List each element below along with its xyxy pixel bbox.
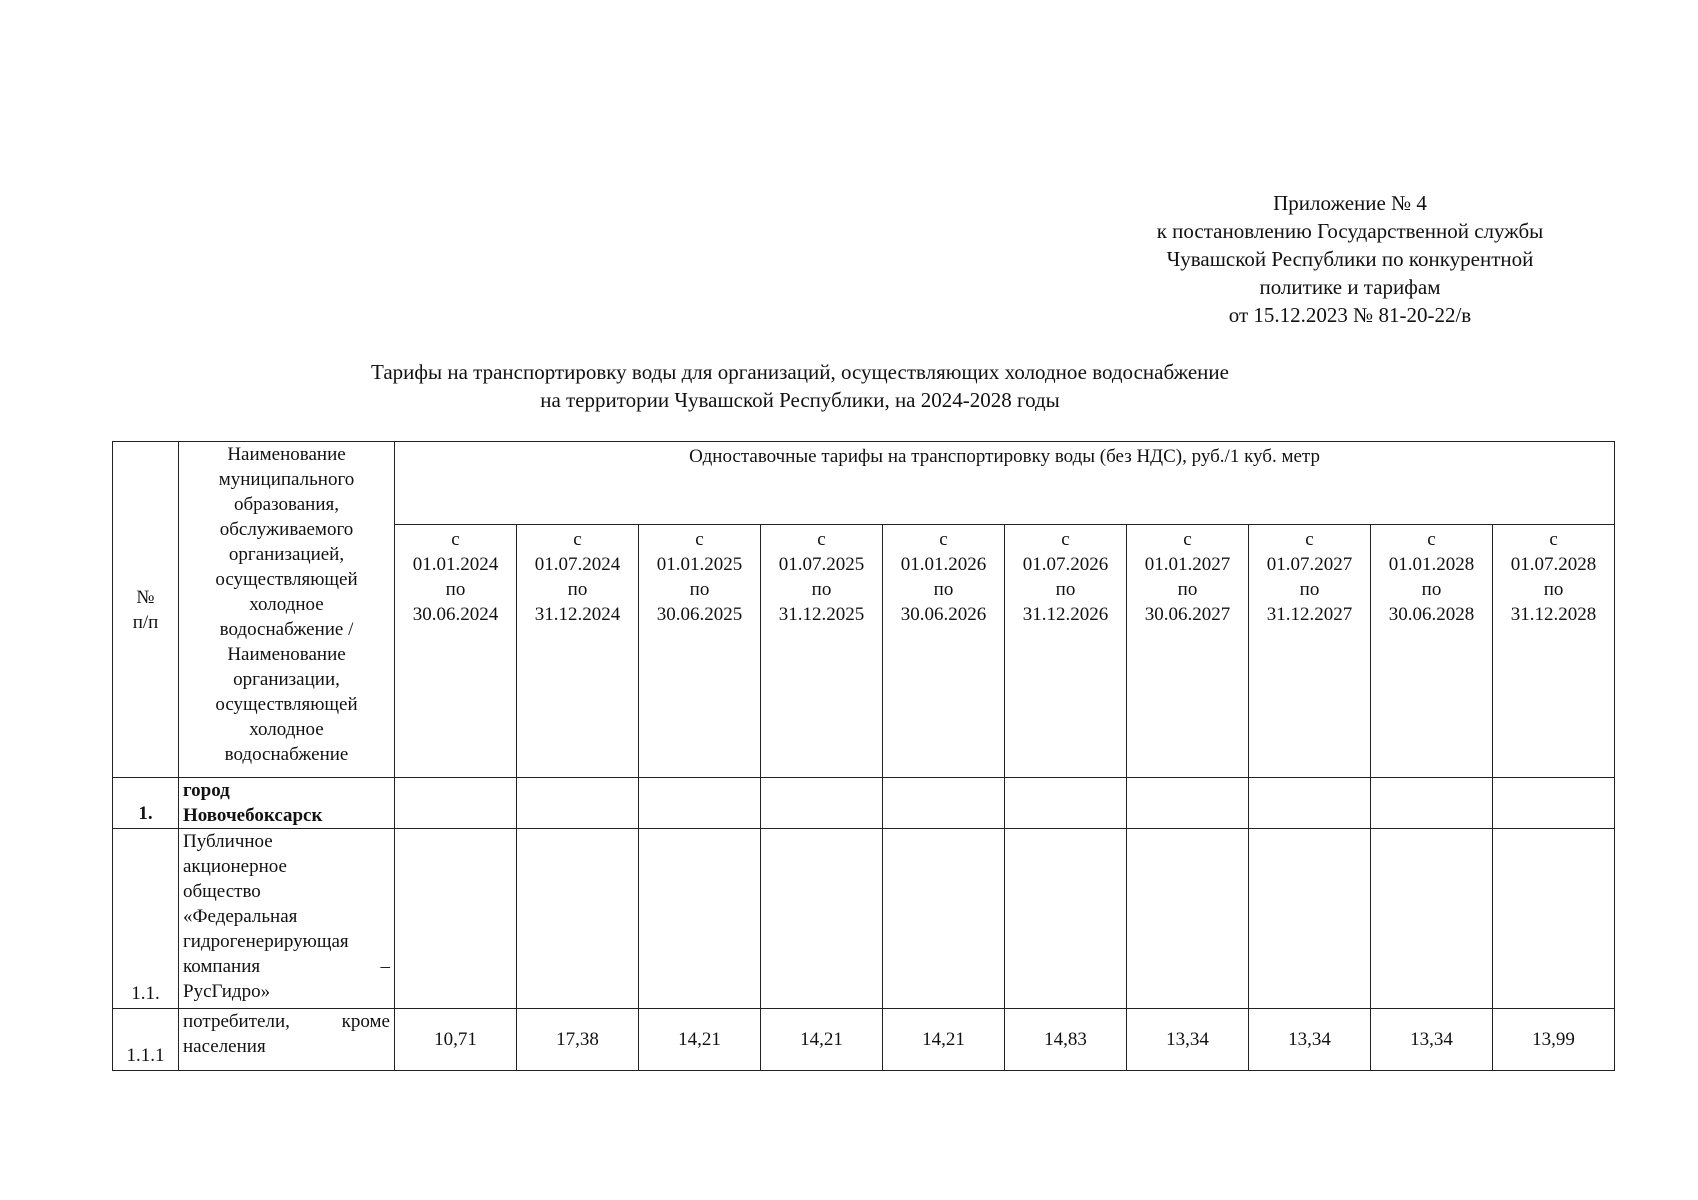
- appendix-line: Приложение № 4: [1273, 191, 1427, 215]
- table-row: [113, 1009, 1615, 1071]
- period-to-word: по: [1543, 579, 1564, 600]
- period-to-date: 30.06.2027: [1144, 604, 1231, 625]
- header-name-line: водоснабжение: [224, 744, 349, 765]
- period-to-word: по: [1421, 579, 1442, 600]
- value-cell: 14,83: [1005, 1009, 1127, 1071]
- row-num: 1.: [113, 778, 179, 829]
- value-cell: [883, 829, 1005, 1009]
- appendix-line: Чувашской Республики по конкурентной: [1166, 247, 1534, 271]
- period-from-word: с: [1427, 529, 1436, 550]
- header-name-cell: [179, 442, 395, 778]
- period-cell: [761, 525, 883, 778]
- period-to-word: по: [811, 579, 832, 600]
- row-name-line: РусГидро»: [183, 981, 271, 1002]
- period-from-date: 01.01.2025: [656, 554, 743, 575]
- value-cell: 13,99: [1493, 1009, 1615, 1071]
- period-to-word: по: [1055, 579, 1076, 600]
- period-from-date: 01.07.2024: [534, 554, 621, 575]
- period-from-word: с: [1061, 529, 1070, 550]
- period-to-word: по: [1177, 579, 1198, 600]
- period-cell: [1005, 525, 1127, 778]
- header-name-line: Наименование: [227, 644, 346, 665]
- value-cell: 13,34: [1249, 1009, 1371, 1071]
- value-cell: [639, 829, 761, 1009]
- period-to-date: 31.12.2025: [778, 604, 865, 625]
- period-to-date: 31.12.2026: [1022, 604, 1109, 625]
- period-cell: [639, 525, 761, 778]
- row-name-line: компания –: [183, 956, 390, 977]
- period-to-date: 31.12.2024: [534, 604, 621, 625]
- header-name-line: холодное: [249, 594, 324, 615]
- appendix-line: от 15.12.2023 № 81-20-22/в: [1228, 303, 1472, 327]
- value-cell: [1371, 829, 1493, 1009]
- table-row: [113, 778, 1615, 829]
- period-to-word: по: [1299, 579, 1320, 600]
- period-to-date: 30.06.2028: [1388, 604, 1475, 625]
- row-name-line: Новочебоксарск: [183, 805, 323, 826]
- period-from-date: 01.07.2025: [778, 554, 865, 575]
- period-to-word: по: [567, 579, 588, 600]
- period-from-date: 01.07.2026: [1022, 554, 1109, 575]
- document-title: [300, 358, 1300, 414]
- value-cell: 10,71: [395, 1009, 517, 1071]
- value-cell: [1005, 778, 1127, 829]
- value-cell: [517, 829, 639, 1009]
- period-to-word: по: [445, 579, 466, 600]
- row-num: 1.1.: [113, 829, 179, 1009]
- tariff-table: [112, 441, 1615, 1071]
- period-from-date: 01.07.2027: [1266, 554, 1353, 575]
- appendix-line: к постановлению Государственной службы: [1156, 219, 1544, 243]
- header-name-line: организацией,: [228, 544, 345, 565]
- period-from-word: с: [1183, 529, 1192, 550]
- period-cell: [1127, 525, 1249, 778]
- value-cell: 14,21: [761, 1009, 883, 1071]
- period-from-date: 01.01.2027: [1144, 554, 1231, 575]
- period-from-word: с: [1549, 529, 1558, 550]
- row-name: [179, 829, 395, 1009]
- period-cell: [395, 525, 517, 778]
- period-cell: [1493, 525, 1615, 778]
- header-num-cell: [113, 442, 179, 778]
- value-cell: [1493, 829, 1615, 1009]
- period-to-date: 30.06.2024: [412, 604, 499, 625]
- value-cell: [517, 778, 639, 829]
- row-name-line: Публичное: [183, 831, 273, 852]
- period-to-date: 30.06.2025: [656, 604, 743, 625]
- period-from-word: с: [1305, 529, 1314, 550]
- value-cell: [761, 829, 883, 1009]
- title-line: на территории Чувашской Республики, на 2024-2028 годы: [540, 388, 1060, 412]
- period-cell: [883, 525, 1005, 778]
- value-cell: 17,38: [517, 1009, 639, 1071]
- period-to-date: 31.12.2028: [1510, 604, 1597, 625]
- period-to-date: 31.12.2027: [1266, 604, 1353, 625]
- row-name-line: акционерное: [183, 856, 287, 877]
- value-cell: 14,21: [639, 1009, 761, 1071]
- row-name-line: «Федеральная: [183, 906, 298, 927]
- period-from-date: 01.01.2026: [900, 554, 987, 575]
- value-cell: [1493, 778, 1615, 829]
- header-name-line: организации,: [233, 669, 340, 690]
- period-cell: [1371, 525, 1493, 778]
- value-cell: [395, 829, 517, 1009]
- value-cell: [883, 778, 1005, 829]
- period-from-date: 01.07.2028: [1510, 554, 1597, 575]
- period-from-word: с: [573, 529, 582, 550]
- period-from-word: с: [451, 529, 460, 550]
- header-group-cell: Одноставочные тарифы на транспортировку воды (без НДС), руб./1 куб. метр: [395, 442, 1615, 525]
- period-from-word: с: [939, 529, 948, 550]
- row-name-line: населения: [183, 1036, 266, 1057]
- header-name-line: Наименование: [227, 444, 346, 465]
- period-cell: [517, 525, 639, 778]
- value-cell: 13,34: [1371, 1009, 1493, 1071]
- title-line: Тарифы на транспортировку воды для организаций, осуществляющих холодное водоснабжение: [371, 360, 1229, 384]
- period-from-date: 01.01.2024: [412, 554, 499, 575]
- value-cell: 14,21: [883, 1009, 1005, 1071]
- row-name-line: потребители, кроме: [183, 1011, 390, 1032]
- period-from-word: с: [817, 529, 826, 550]
- header-name-line: обслуживаемого: [219, 519, 354, 540]
- header-name-line: осуществляющей: [215, 694, 358, 715]
- period-to-word: по: [933, 579, 954, 600]
- row-num: 1.1.1: [113, 1009, 179, 1071]
- period-from-word: с: [695, 529, 704, 550]
- row-name-line: город: [183, 780, 230, 801]
- appendix-block: [1110, 189, 1590, 329]
- period-to-word: по: [689, 579, 710, 600]
- header-name-line: муниципального: [218, 469, 355, 490]
- row-name-line: общество: [183, 881, 261, 902]
- period-cell: [1249, 525, 1371, 778]
- value-cell: [761, 778, 883, 829]
- row-name: [179, 778, 395, 829]
- row-name-line: гидрогенерирующая: [183, 931, 349, 952]
- header-name-line: осуществляющей: [215, 569, 358, 590]
- header-num-line: №: [136, 586, 155, 608]
- appendix-line: политике и тарифам: [1259, 275, 1441, 299]
- header-row: [113, 442, 1615, 525]
- period-to-date: 30.06.2026: [900, 604, 987, 625]
- table-row: [113, 829, 1615, 1009]
- row-name: [179, 1009, 395, 1071]
- value-cell: [1249, 778, 1371, 829]
- value-cell: [395, 778, 517, 829]
- header-name-line: водоснабжение /: [219, 619, 354, 640]
- value-cell: [1127, 778, 1249, 829]
- period-from-date: 01.01.2028: [1388, 554, 1475, 575]
- value-cell: [1127, 829, 1249, 1009]
- value-cell: 13,34: [1127, 1009, 1249, 1071]
- value-cell: [1005, 829, 1127, 1009]
- header-name-line: холодное: [249, 719, 324, 740]
- header-name-line: образования,: [234, 494, 339, 515]
- value-cell: [1249, 829, 1371, 1009]
- value-cell: [1371, 778, 1493, 829]
- value-cell: [639, 778, 761, 829]
- header-num-line: п/п: [132, 611, 159, 633]
